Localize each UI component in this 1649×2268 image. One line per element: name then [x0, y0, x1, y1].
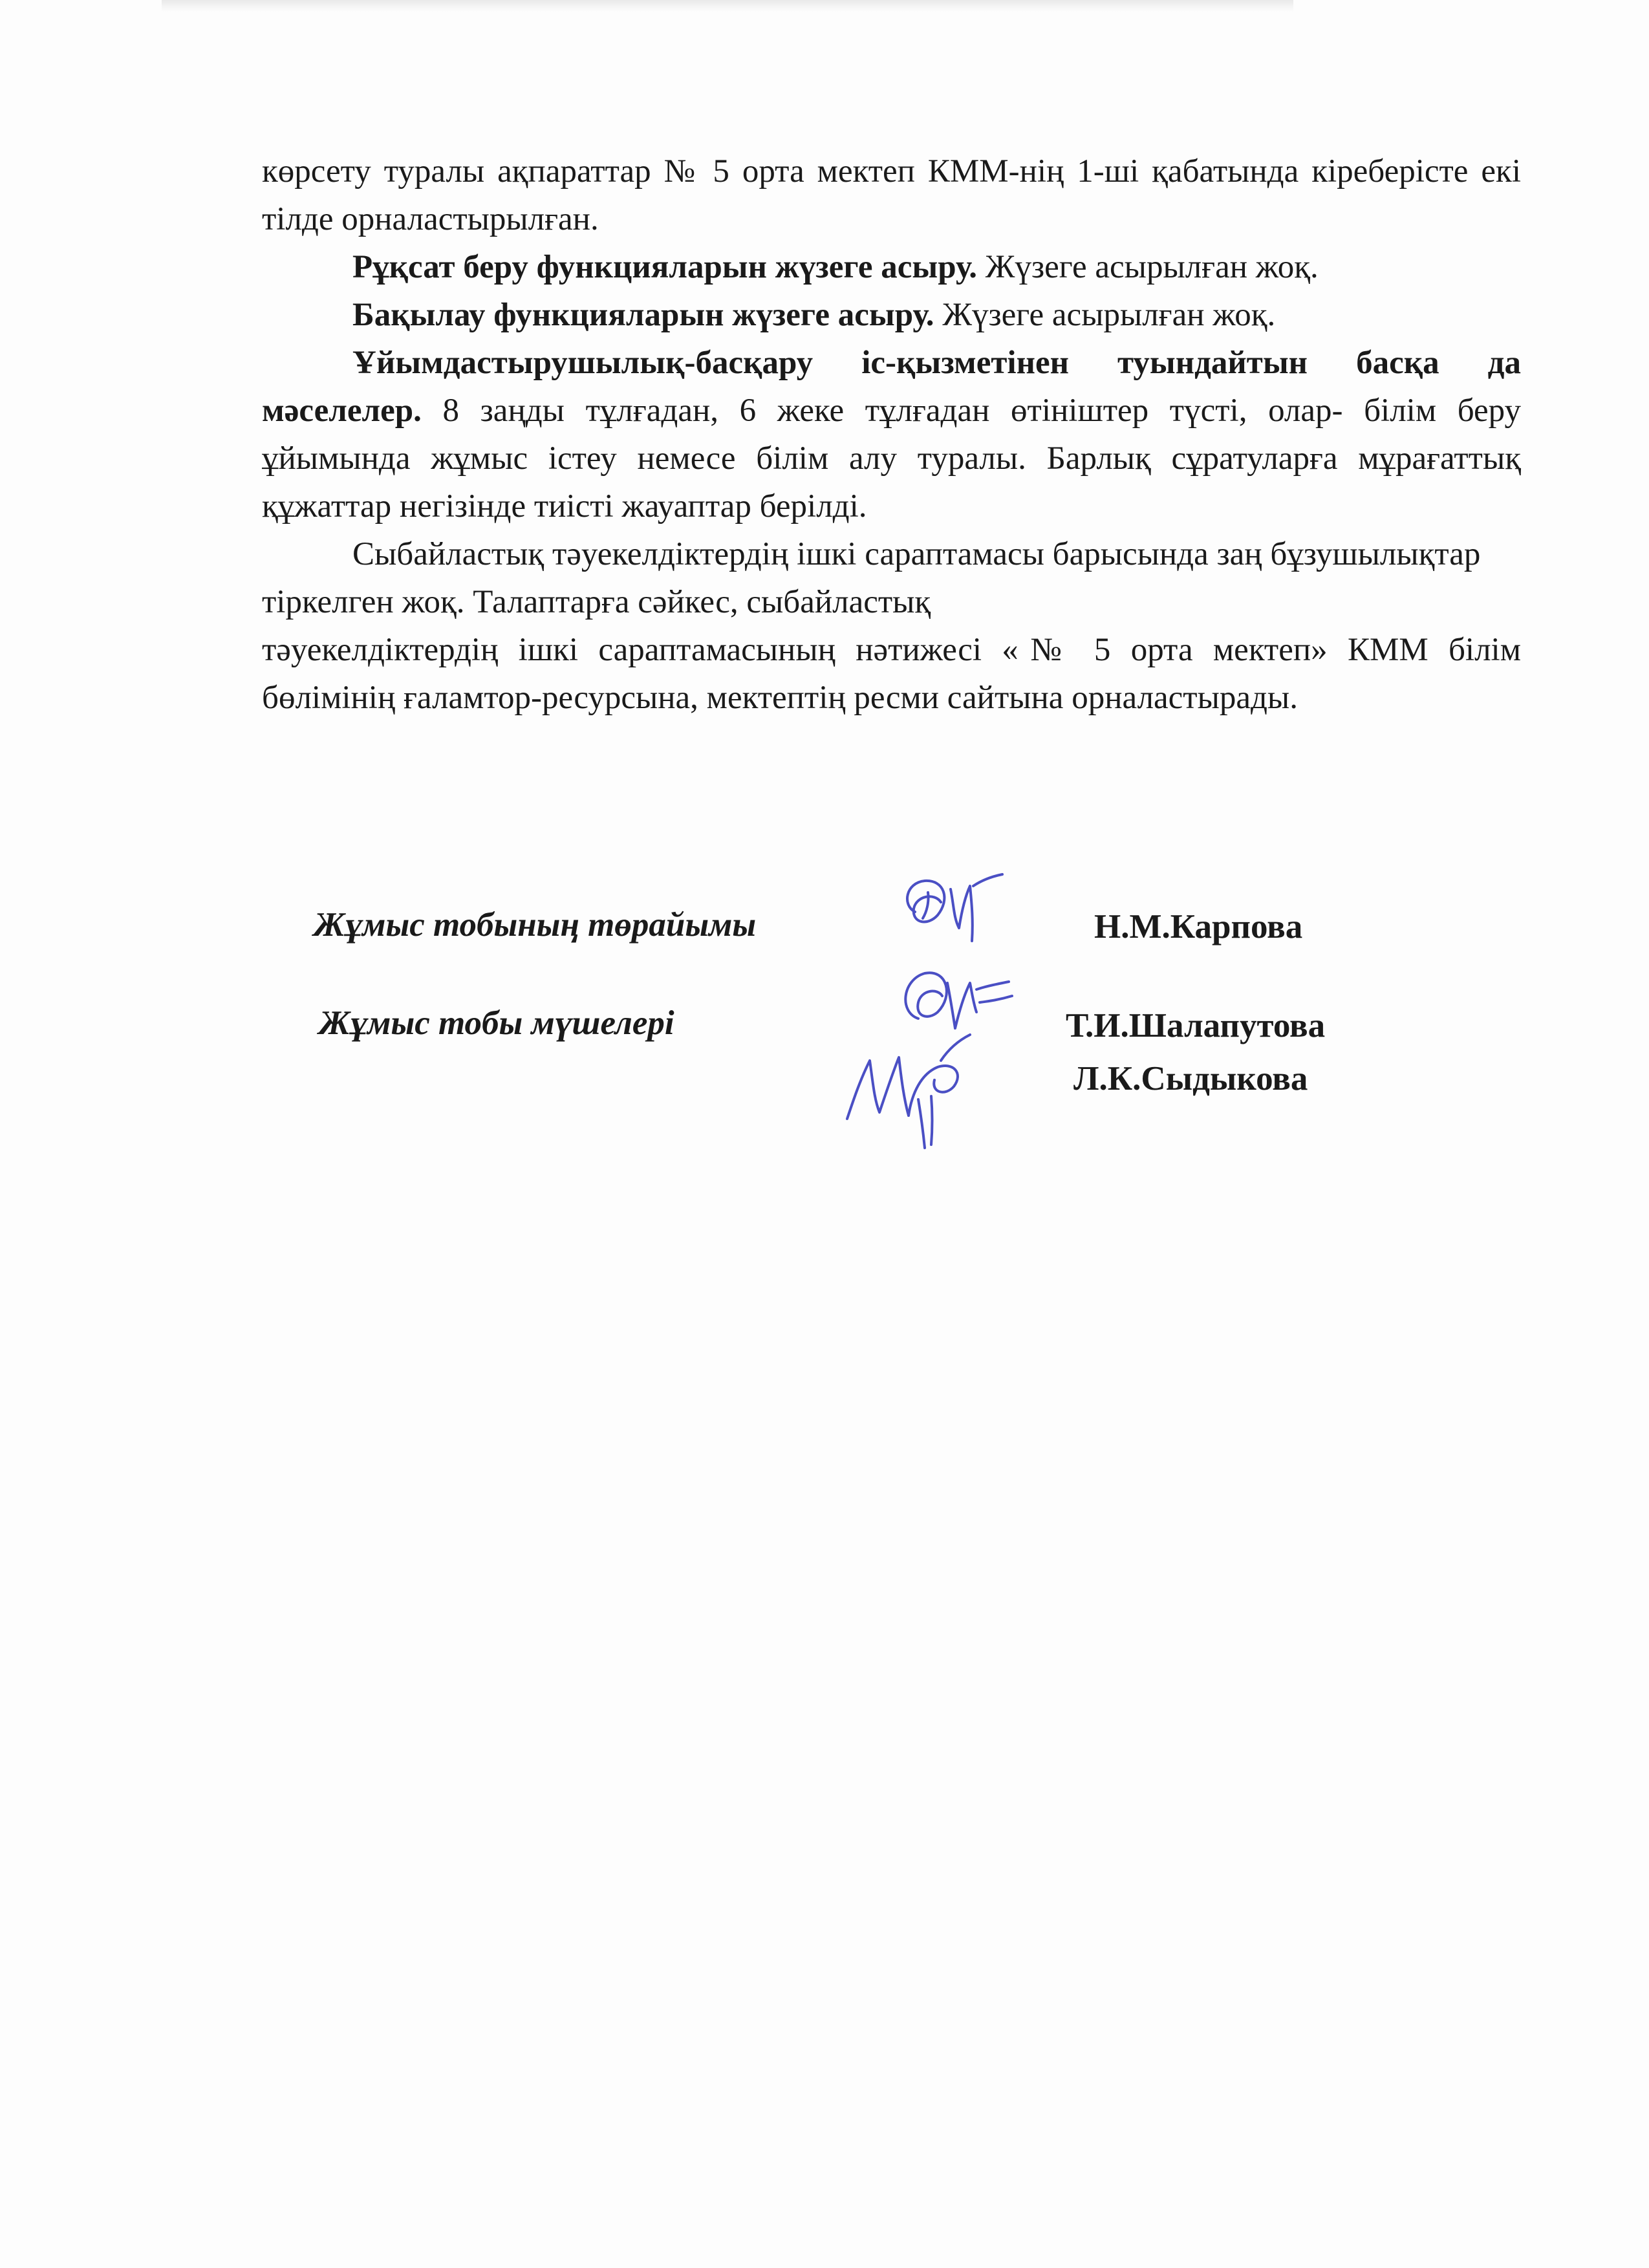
paragraph-text: 8 заңды тұлғадан, 6 жеке тұлғадан өтініштер түсті, олар- білім беру ұйымында жұмыс істеу немесе білім алу туралы. Барлық сұратуларға мұрағаттық құжаттар негізінде тиісті жауаптар берілді. — [262, 393, 1521, 524]
scan-edge-shadow — [162, 0, 1293, 12]
paragraph-permits — [262, 243, 1521, 291]
paragraph-text: көрсету туралы ақпараттар № 5 орта мектеп КММ-нің 1-ші қабатында кіреберісте екі тілде орналастырылған. — [262, 153, 1521, 237]
member1-name: Т.И.Шалапутова — [1066, 1007, 1326, 1044]
paragraph-heading: Бақылау функцияларын жүзеге асыру. — [352, 297, 934, 333]
paragraph-text: Жүзеге асырылған жоқ. — [934, 297, 1276, 333]
document-body — [262, 147, 1521, 722]
paragraph-text: Жүзеге асырылған жоқ. — [977, 249, 1319, 285]
member2-signature-image — [834, 1022, 989, 1151]
members-label: Жұмыс тобы мүшелері — [319, 1004, 674, 1042]
chair-label: Жұмыс тобының төрайымы — [314, 906, 757, 944]
paragraph-heading: Рұқсат беру функцияларын жүзеге асыру. — [352, 249, 978, 285]
paragraph-info-placement — [262, 147, 1521, 243]
paragraph-corruption-analysis — [262, 530, 1521, 626]
chair-name: Н.М.Карпова — [1094, 908, 1303, 945]
member2-name: Л.К.Сыдыкова — [1073, 1060, 1308, 1097]
paragraph-corruption-analysis-cont — [262, 626, 1521, 722]
paragraph-control — [262, 291, 1521, 339]
paragraph-heading: Ұйымдастырушылық-басқару іс-қызметінен туындайтын басқа да мәселелер. — [262, 345, 1521, 429]
chair-signature-image — [889, 867, 1018, 951]
paragraph-text: тәуекелдіктердің ішкі сараптамасының нәтижесі «№ 5 орта мектеп» КММ білім бөлімінің ғаламтор-ресурсына, мектептің ресми сайтына орналастырады. — [262, 632, 1521, 716]
paragraph-other-issues — [262, 339, 1521, 530]
paragraph-text: Сыбайластық тәуекелдіктердің ішкі сараптамасы барысында заң бұзушылықтар тіркелген жоқ. Талаптарға сәйкес, сыбайластық — [262, 536, 1481, 620]
